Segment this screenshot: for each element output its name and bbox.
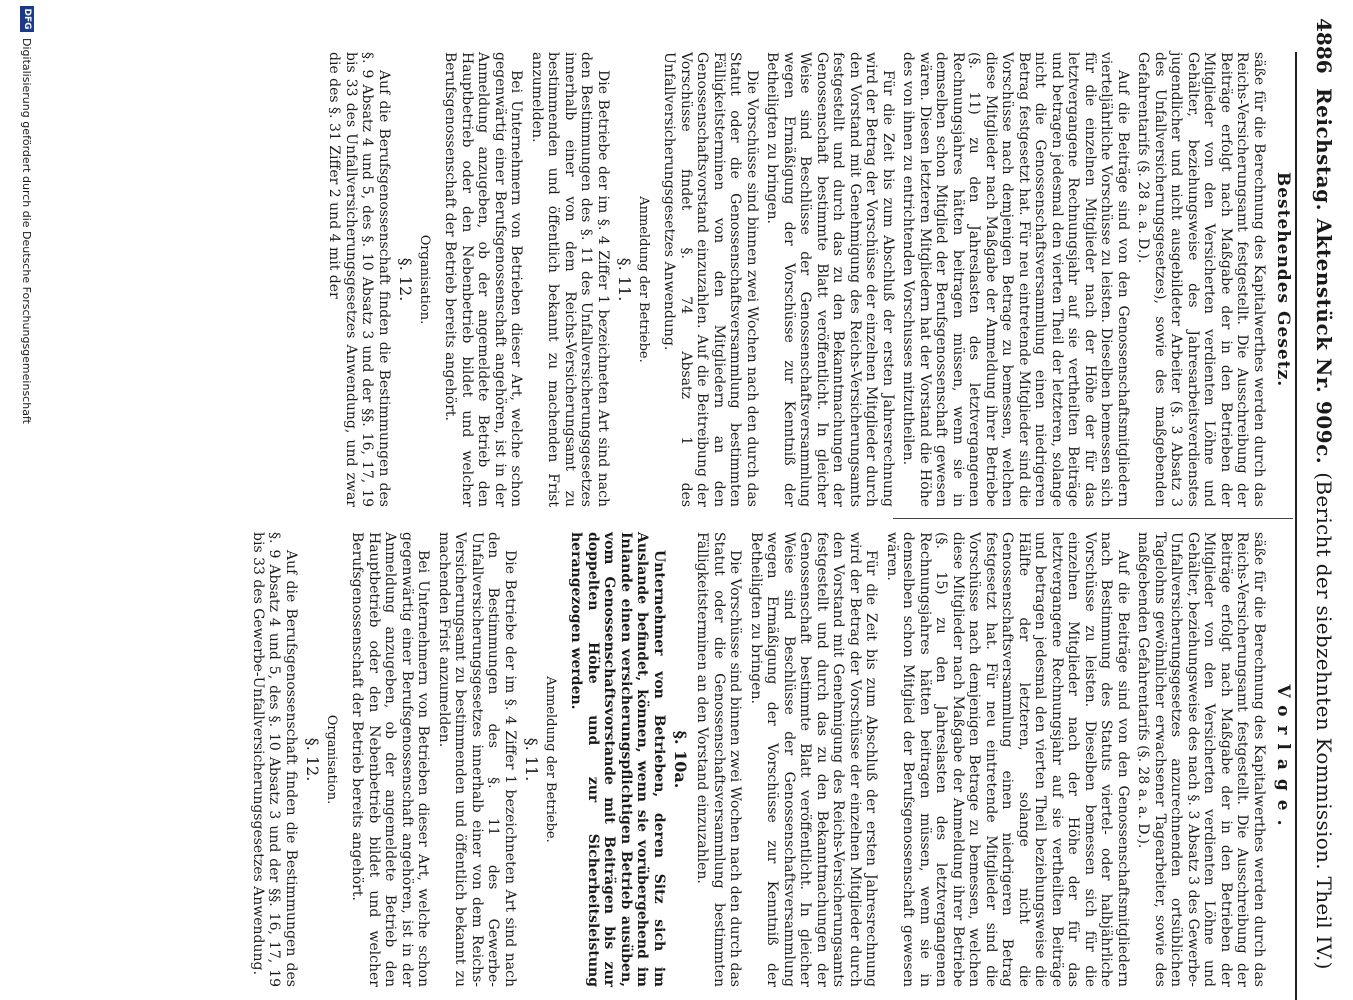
column-title-proposal: Vorlage. [1273,684,1293,835]
right-section-10a: §. 10a. [671,730,690,789]
right-heading-organisation: Organisation. [324,714,339,805]
column-proposal [246,532,1294,987]
left-heading-organisation: Organisation. [417,234,432,325]
right-section-11: §. 11. [522,737,541,782]
right-paragraph-5: Die Betriebe der im §. 4 Ziffer 1 bezeichneten Art sind nach den Bestimmungen des §. 11 des Gewerbe-Unfallversicherungsgesetzes innerhalb einer von dem Reichs-Versicherungsamt zu bestimmenden und öffentlich bekannt zu machenden Frist anzumelden. [436,532,518,987]
right-paragraph-3: Für die Zeit bis zum Abschluß der ersten Jahresrechnung wird der Betrag der Vorschüsse der einzelnen Mitglieder durch den Vorstand mit Genehmigung des Reichs-Versicherungsamts festgestellt und durch das zu den Bekanntmachungen der Genossenschaft bestimmte Blatt veröffentlicht. In gleicher Weise sind Beschlüsse der Genossenschaftsversammlung wegen Ermäßigung der Vorschüsse zur Kenntniß der Betheiligten zu bringen. [748,532,880,987]
left-paragraph-7: Auf die Berufsgenossenschaft finden die Bestimmungen des §. 9 Absatz 4 und 5, des §. 10 Absatz 3 und der §§. 16, 17, 19 bis 33 des Unfallversicherungsgesetzes Anwendung, und zwar die des §. 31 Ziffer 2 und 4 mit der [326,52,392,507]
left-paragraph-1: säße für die Berechnung des Kapitalwerthes werden durch das Reichs-Versicherungsamt festgestellt. Die Ausschreibung der Beiträge erfolgt nach Maßgabe der in den Betrieben der Mitglieder von den Versicherten verdienten Löhne und Gehälter, beziehungsweise des Jahresarbeitsverdienstes jugendlicher und nicht ausgebildeter Arbeiter (§. 3 Absatz 3 des Unfallversicherungsgesetzes), sowie des maßgebenden Gefahrentarifs (§. 28 a. a. D.). [1135,52,1267,507]
column-title-existing-law: Bestehendes Gesetz. [1273,171,1293,388]
left-heading-anmeldung: Anmeldung der Betriebe. [636,196,651,363]
two-column-body [53,52,1293,986]
right-section-12: §. 12. [303,737,322,782]
right-paragraph-2: Auf die Beiträge sind von den Genossenschaftsmitgliedern nach Bestimmung des Statuts viertel- oder halbjährliche Vorschüsse zu leisten. Dieselben bemessen sich für die einzelnen Mitglieder nach der Höhe der für das letztvergangene Rechnungsjahr auf sie vertheilten Beiträge und betragen jedesmal den vierten Theil beziehungsweise die Hälfte der letzteren, solange nicht die Genossenschaftsversammlung einen niedrigeren Betrag festgesetzt hat. Für neu eintretende Mitglieder sind die Vorschüsse nach demjenigen Betrage zu bemessen, welchen diese Mitglieder nach Maßgabe der Anmeldung ihrer Betriebe (§. 15) zu den Jahreslasten des letztvergangenen Rechnungsjahres hätten beitragen müssen, wenn sie in demselben schon Mitglied der Berufsgenossenschaft gewesen wären. [884,532,1131,987]
left-paragraph-3: Für die Zeit bis zum Abschluß der ersten Jahresrechnung wird der Betrag der Vorschüsse der einzelnen Mitglieder durch den Vorstand mit Genehmigung des Reichs-Versicherungsamts festgestellt und durch das zu den Bekanntmachungen der Genossenschaft bestimmte Blatt veröffentlicht. In gleicher Weise sind Beschlüsse der Genossenschaftsversammlung wegen Ermäßigung der Vorschüsse zur Kenntniß der Betheiligten zu bringen. [764,52,896,507]
right-paragraph-6: Bei Unternehmern von Betrieben dieser Art, welche schon gegenwärtig einer Berufsgenossenschaft angehören, ist in der Anmeldung anzugeben, ob der angemeldete Betrieb den Hauptbetrieb oder den Nebenbetrieb bildet und welcher Berufsgenossenschaft der Betrieb bereits angehört. [349,532,432,987]
column-existing-law [322,52,1293,507]
left-paragraph-5: Die Betriebe der im §. 4 Ziffer 1 bezeichneten Art sind nach den Bestimmungen des §. 11 des Unfallversicherungsgesetzes innerhalb einer von dem Reichs-Versicherungsamt zu bestimmenden und öffentlich bekannt zu machenden Frist anzumelden. [529,52,611,507]
left-section-12: §. 12. [396,257,415,302]
column-divider [893,518,1293,519]
page-header [1299,18,1349,1000]
right-paragraph-7: Auf die Berufsgenossenschaft finden die Bestimmungen des §. 9 Absatz 4 und 5, des §. 10 Absatz 3 und der §§. 16, 17, 19 bis 33 des Gewerbe-Unfallversicherungsgesetzes Anwendung. [250,532,299,987]
right-paragraph-10a: Unternehmer von Betrieben, deren Sitz sich im Auslande befindet, können, wenn sie vorübergehend im Inlande einen versicherungspflichtigen Betrieb ausüben, vom Genossenschaftsvorstande mit Beiträgen bis zur doppelten Höhe und zur Sicherheitsleistung herangezogen werden. [568,532,667,987]
left-paragraph-4: Die Vorschüsse sind binnen zwei Wochen nach den durch das Statut oder die Genossenschaftsversammlung bestimmten Fälligkeitsterminen von den Mitgliedern an den Genossenschaftsvorstand einzuzahlen. Auf die Beitreibung der Vorschüsse findet §. 74 Absatz 1 des Unfallversicherungsgesetzes Anwendung. [661,52,760,507]
digitization-note: Digitalisierung gefördert durch die Deutsche Forschungsgemeinschaft [20,38,34,424]
digitization-footer [7,0,47,1000]
left-paragraph-6: Bei Unternehmern von Betrieben dieser Art, welche schon gegenwärtig einer Berufsgenossenschaft angehören, ist in der Anmeldung anzugeben, ob der angemeldete Betrieb den Hauptbetrieb oder den Nebenbetrieb bildet und welcher Berufsgenossenschaft der Betrieb bereits angehört. [442,52,525,507]
document-subtitle: (Bericht der siebzehnten Kommission. Theil IV.) [1312,472,1336,970]
right-paragraph-4: Die Vorschüsse sind binnen zwei Wochen nach den durch das Statut oder die Genossenschaftsversammlung bestimmten Fälligkeitsterminen an den Vorstand einzuzahlen. [694,532,744,987]
right-heading-anmeldung: Anmeldung der Betriebe. [543,676,558,843]
header-rule [1295,52,1297,1000]
left-section-11: §. 11. [615,257,634,302]
page-number: 4886 [1312,18,1336,74]
document-title: Reichstag. Aktenstück Nr. 909c. [1312,88,1336,465]
right-paragraph-1: säße für die Berechnung des Kapitalwerthes werden durch das Reichs-Versicherungsamt festgestellt. Die Ausschreibung der Beiträge erfolgt nach Maßgabe der in den Betrieben der Mitglieder von den Versicherten verdienten Löhne und Gehälter, beziehungsweise des nach §. 3 Absatz 3 des Gewerbe-Unfallversicherungsgesetzes anzurechnenden ortsüblichen Tagelohns gewöhnlicher erwachsener Tagearbeiter, sowie des maßgebenden Gefahrentarifs (§. 28 a. a. D.). [1135,532,1267,987]
dfg-logo-icon: DFG [20,6,34,32]
left-paragraph-2: Auf die Beiträge sind von den Genossenschaftsmitgliedern vierteljährliche Vorschüsse zu leisten. Dieselben bemessen sich für die einzelnen Mitglieder nach der Höhe der für das letztvergangene Rechnungsjahr auf sie vertheilten Beiträge und betragen jedesmal den vierten Theil der letzteren, solange nicht die Genossenschaftsversammlung einen niedrigeren Betrag festgesetzt hat. Für neu eintretende Mitglieder sind die Vorschüsse nach demjenigen Betrage zu bemessen, welchen diese Mitglieder nach Maßgabe der Anmeldung ihrer Betriebe (§. 11) zu den Jahreslasten des letztvergangenen Rechnungsjahres hätten beitragen müssen, wenn sie in demselben schon Mitglied der Berufsgenossenschaft gewesen wären. Diesen letzteren Mitgliedern hat der Vorstand die Höhe des von ihnen zu entrichtenden Vorschusses mitzutheilen. [900,52,1131,507]
